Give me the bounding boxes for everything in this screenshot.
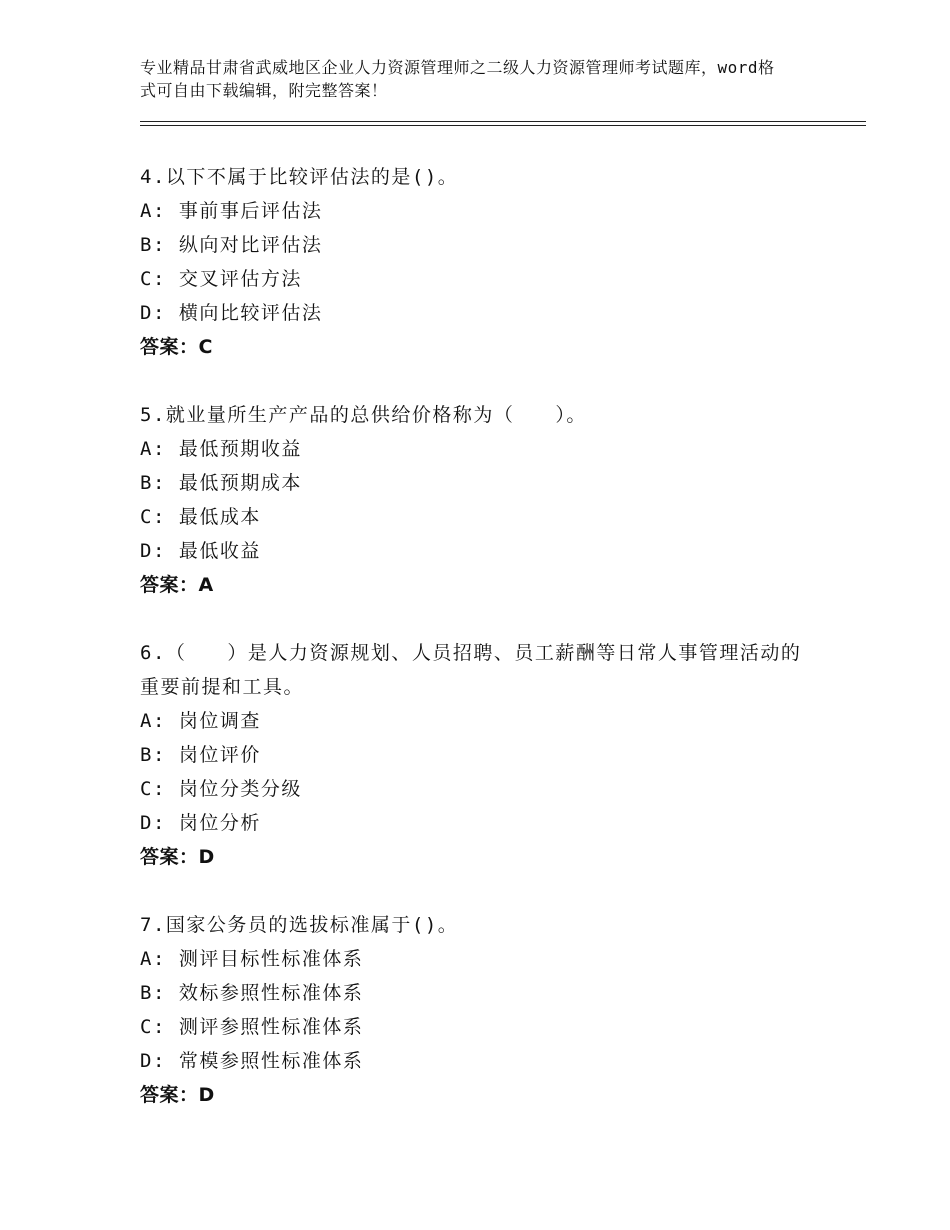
question-6 — [140, 636, 820, 874]
option-d: D: 最低收益 — [140, 540, 261, 562]
option-b: B: 纵向对比评估法 — [140, 234, 323, 256]
option-c: C: 最低成本 — [140, 506, 261, 528]
question-5 — [140, 398, 820, 602]
answer-label: 答案：D — [140, 1084, 215, 1106]
option-b: B: 岗位评价 — [140, 744, 261, 766]
question-stem: 4.以下不属于比较评估法的是()。 — [140, 166, 459, 188]
question-list — [140, 160, 820, 1146]
question-7 — [140, 908, 820, 1112]
header-divider-top — [140, 121, 866, 122]
option-a: A: 最低预期收益 — [140, 438, 302, 460]
question-stem: 7.国家公务员的选拔标准属于()。 — [140, 914, 459, 936]
option-d: D: 岗位分析 — [140, 812, 261, 834]
option-b: B: 最低预期成本 — [140, 472, 302, 494]
option-d: D: 常模参照性标准体系 — [140, 1050, 364, 1072]
question-stem: 6.（ ）是人力资源规划、人员招聘、员工薪酬等日常人事管理活动的重要前提和工具。 — [140, 642, 802, 698]
answer-label: 答案：D — [140, 846, 215, 868]
question-4 — [140, 160, 820, 364]
option-c: C: 岗位分类分级 — [140, 778, 302, 800]
answer-label: 答案：A — [140, 574, 214, 596]
option-c: C: 测评参照性标准体系 — [140, 1016, 364, 1038]
option-a: A: 事前事后评估法 — [140, 200, 323, 222]
option-c: C: 交叉评估方法 — [140, 268, 302, 290]
question-stem: 5.就业量所生产产品的总供给价格称为（ ）。 — [140, 404, 587, 426]
option-b: B: 效标参照性标准体系 — [140, 982, 364, 1004]
option-a: A: 测评目标性标准体系 — [140, 948, 364, 970]
header-divider-bottom — [140, 125, 866, 126]
option-a: A: 岗位调查 — [140, 710, 261, 732]
option-d: D: 横向比较评估法 — [140, 302, 323, 324]
document-header: 专业精品甘肃省武威地区企业人力资源管理师之二级人力资源管理师考试题库，word格式可自由下载编辑，附完整答案！ — [140, 58, 775, 100]
answer-label: 答案：C — [140, 336, 213, 358]
